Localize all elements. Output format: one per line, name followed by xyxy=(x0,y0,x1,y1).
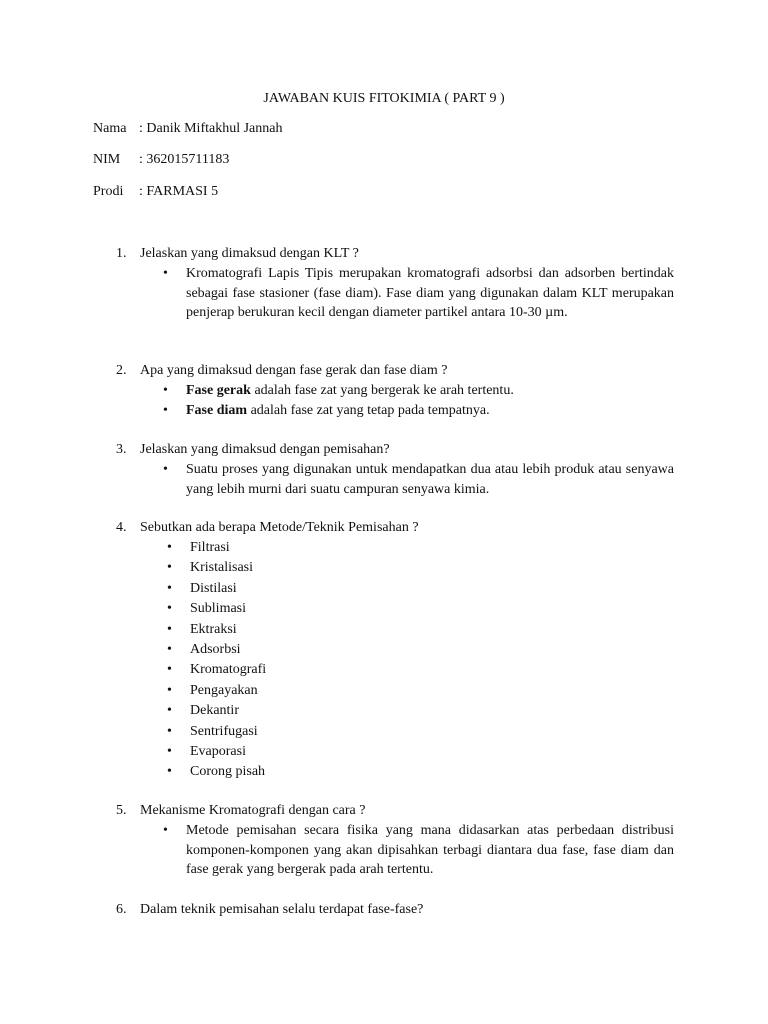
name-value: : Danik Miftakhul Jannah xyxy=(139,121,283,136)
answer-item xyxy=(0,401,768,421)
list-item-text: Dekantir xyxy=(190,703,239,719)
answer-text: Kromatografi Lapis Tipis merupakan kromatografi adsorbsi dan adsorben bertindak sebagai fase stasioner (fase diam). Fase diam yang digunakan dalam KLT merupakan penjerap berukuran kecil dengan diameter partikel antara 10-30 µm. xyxy=(186,266,674,320)
list-item-text: Ektraksi xyxy=(190,621,237,637)
bullet-icon: • xyxy=(163,402,168,418)
list-item xyxy=(0,722,768,742)
answer-text: Metode pemisahan secara fisika yang mana didasarkan atas perbedaan distribusi komponen-komponen yang akan dipisahkan terbagi diantara dua fase, fase diam dan fase gerak yang bergerak pada arah tertentu. xyxy=(186,823,674,877)
list-item xyxy=(0,742,768,762)
list-item-text: Adsorbsi xyxy=(190,642,241,658)
question-text: Dalam teknik pemisahan selalu terdapat fase-fase? xyxy=(140,902,424,917)
answer-text xyxy=(186,401,674,421)
bullet-icon: • xyxy=(167,703,172,719)
bullet-icon: • xyxy=(167,764,172,780)
bullet-icon: • xyxy=(167,744,172,760)
list-item xyxy=(0,681,768,701)
answer-list xyxy=(0,538,768,783)
answer-list xyxy=(0,821,768,880)
question-text: Jelaskan yang dimaksud dengan pemisahan? xyxy=(140,442,390,457)
answer-item xyxy=(0,381,768,401)
list-item xyxy=(0,558,768,578)
answer-text: Suatu proses yang digunakan untuk mendapatkan dua atau lebih produk atau senyawa yang lebih murni dari suatu campuran senyawa kimia. xyxy=(186,462,674,497)
prodi-label: Prodi xyxy=(93,184,124,199)
question-text: Apa yang dimaksud dengan fase gerak dan fase diam ? xyxy=(140,363,448,378)
list-item-text: Distilasi xyxy=(190,580,237,596)
list-item xyxy=(0,660,768,680)
bullet-icon: • xyxy=(167,601,172,617)
bullet-icon: • xyxy=(167,540,172,555)
bullet-icon: • xyxy=(167,723,172,739)
question-number: 6. xyxy=(116,902,127,917)
prodi-value: : FARMASI 5 xyxy=(139,184,219,199)
question-text: Jelaskan yang dimaksud dengan KLT ? xyxy=(140,246,359,261)
student-name-row xyxy=(93,120,282,138)
answer-list xyxy=(0,460,768,499)
bullet-icon: • xyxy=(167,560,172,576)
answer-list xyxy=(0,264,768,323)
answer-term: Fase gerak xyxy=(186,383,251,398)
answer-list xyxy=(0,381,768,420)
list-item xyxy=(0,701,768,721)
answer-item xyxy=(0,460,768,499)
list-item-text: Pengayakan xyxy=(190,682,258,698)
nim-label: NIM xyxy=(93,152,121,167)
list-item xyxy=(0,579,768,599)
list-item-text: Filtrasi xyxy=(190,540,230,555)
answer-term: Fase diam xyxy=(186,402,248,418)
bullet-icon: • xyxy=(163,462,168,477)
name-label: Nama xyxy=(93,121,127,136)
question-text: Mekanisme Kromatografi dengan cara ? xyxy=(140,803,366,818)
student-nim-row xyxy=(93,151,229,169)
list-item-text: Corong pisah xyxy=(190,764,266,780)
question-number: 3. xyxy=(116,442,127,457)
answer-definition: adalah fase zat yang tetap pada tempatnya. xyxy=(247,402,490,418)
nim-value: : 362015711183 xyxy=(139,152,230,167)
bullet-icon: • xyxy=(163,266,168,281)
list-item xyxy=(0,599,768,619)
answer-text xyxy=(186,381,674,401)
list-item-text: Kristalisasi xyxy=(190,560,253,576)
document-title: JAWABAN KUIS FITOKIMIA ( PART 9 ) xyxy=(263,91,505,106)
list-item-text: Sentrifugasi xyxy=(190,723,258,739)
bullet-icon: • xyxy=(167,642,172,658)
list-item xyxy=(0,762,768,782)
bullet-icon: • xyxy=(167,682,172,698)
question-text: Sebutkan ada berapa Metode/Teknik Pemisahan ? xyxy=(140,520,419,535)
question-number: 1. xyxy=(116,246,127,261)
question-number: 2. xyxy=(116,363,127,378)
list-item-text: Sublimasi xyxy=(190,601,247,617)
bullet-icon: • xyxy=(163,383,168,398)
student-prodi-row xyxy=(93,183,218,201)
list-item xyxy=(0,640,768,660)
bullet-icon: • xyxy=(167,662,172,678)
question-number: 4. xyxy=(116,520,127,535)
bullet-icon: • xyxy=(167,621,172,637)
bullet-icon: • xyxy=(163,823,168,838)
list-item xyxy=(0,538,768,558)
list-item xyxy=(0,620,768,640)
bullet-icon: • xyxy=(167,580,172,596)
list-item-text: Kromatografi xyxy=(190,662,267,678)
answer-item xyxy=(0,821,768,880)
question-number: 5. xyxy=(116,803,127,818)
answer-item xyxy=(0,264,768,323)
list-item-text: Evaporasi xyxy=(190,744,246,760)
answer-definition: adalah fase zat yang bergerak ke arah tertentu. xyxy=(250,383,514,398)
